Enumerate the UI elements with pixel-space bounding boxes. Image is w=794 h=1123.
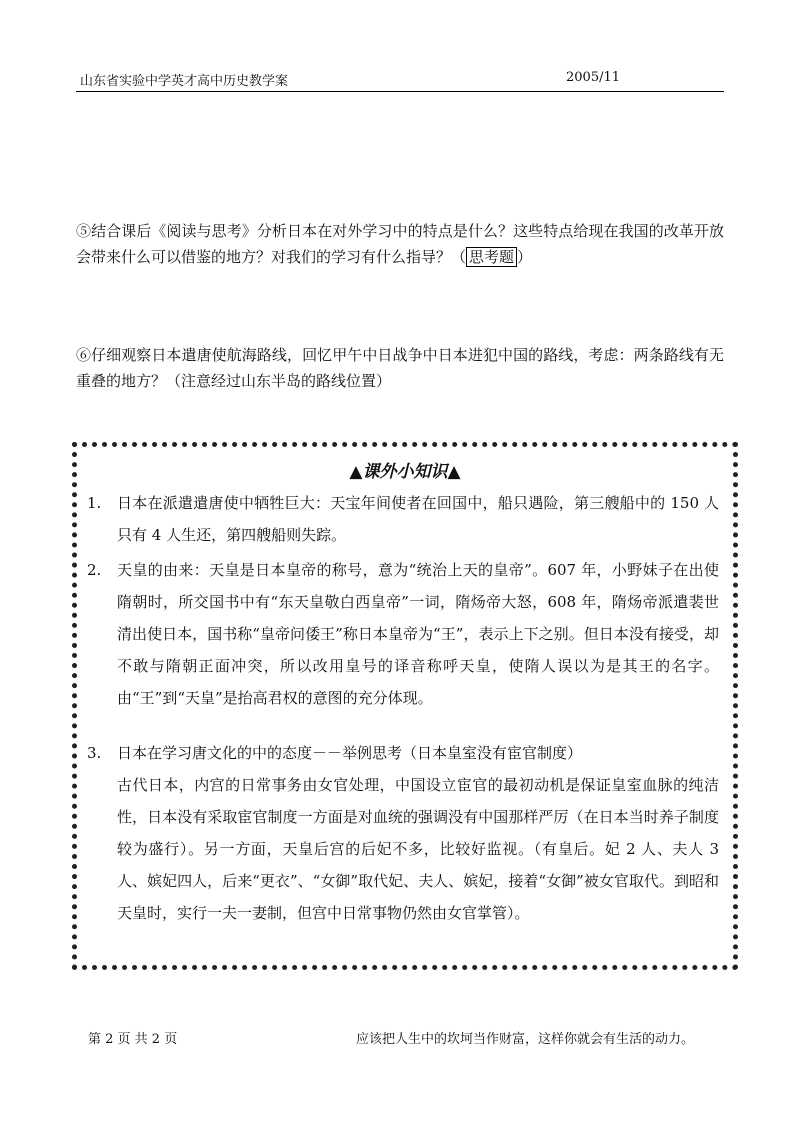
- knowledge-box-title: ▲课外小知识▲: [349, 462, 461, 482]
- knowledge-item-heading: 日本在学习唐文化的中的态度－－举例思考（日本皇室没有宦官制度）: [117, 744, 583, 762]
- thinking-question-tag: 思考题: [466, 247, 517, 267]
- footer-page-info: 第 2 页 共 2 页: [88, 1032, 178, 1047]
- knowledge-item-number: 2.: [87, 561, 102, 579]
- knowledge-item-text: 古代日本，内宫的日常事务由女官处理，中国设立宦官的最初动机是保证皇室血脉的纯洁性，日本没有采取宦官制度一方面是对血统的强调没有中国那样严厉（在日本当时养子制度较为盛行）。另一方面，天皇后宫的后妃不多，比较好监视。（有皇后。妃 2 人、夫人 3 人、嫔妃四人，后来“更衣”、“女御”取代妃、夫人、嫔妃，接着“女御”被女官取代。到昭和天皇时，实行一夫一妻制，但宫中日常事物仍然由女官掌管）。: [117, 776, 719, 922]
- question-6-text: ⑥仔细观察日本遣唐使航海路线，回忆甲午中日战争中日本进犯中国的路线，考虑：两条路线有无重叠的地方？（注意经过山东半岛的路线位置）: [76, 346, 724, 390]
- header-school-title: 山东省实验中学英才高中历史教学案: [80, 74, 289, 89]
- knowledge-item-1: [87, 487, 719, 551]
- extracurricular-knowledge-box: [72, 442, 738, 970]
- knowledge-item-text: 天皇的由来：天皇是日本皇帝的称号，意为“统治上天的皇帝”。607 年，小野妹子在出使隋朝时，所交国书中有“东天皇敬白西皇帝”一词，隋炀帝大怒，608 年，隋炀帝派遣裴世清出使日本，国书称“皇帝问倭王”称日本皇帝为“王”，表示上下之别。但日本没有接受，却不敢与隋朝正面冲突，所以改用皇号的译音称呼天皇，使隋人误以为是其王的名字。由“王”到“天皇”是抬高君权的意图的充分体现。: [117, 561, 719, 707]
- knowledge-item-number: 1.: [87, 494, 102, 512]
- question-5: [76, 218, 724, 270]
- header-divider: [76, 91, 724, 92]
- question-5-text: ⑤结合课后《阅读与思考》分析日本在对外学习中的特点是什么？这些特点给现在我国的改革开放会带来什么可以借鉴的地方？对我们的学习有什么指导？（: [76, 222, 724, 266]
- question-6: [76, 342, 724, 394]
- question-5-close: ）: [517, 248, 533, 266]
- knowledge-item-text: 日本在派遣遣唐使中牺牲巨大：天宝年间使者在回国中，船只遇险，第三艘船中的 150 人只有 4 人生还，第四艘船则失踪。: [117, 494, 719, 544]
- knowledge-item-3: [87, 737, 719, 929]
- header-date: 2005/11: [566, 70, 621, 85]
- footer-motto: 应该把人生中的坎坷当作财富，这样你就会有生活的动力。: [356, 1032, 695, 1047]
- knowledge-item-number: 3.: [87, 744, 102, 762]
- knowledge-item-2: [87, 554, 719, 714]
